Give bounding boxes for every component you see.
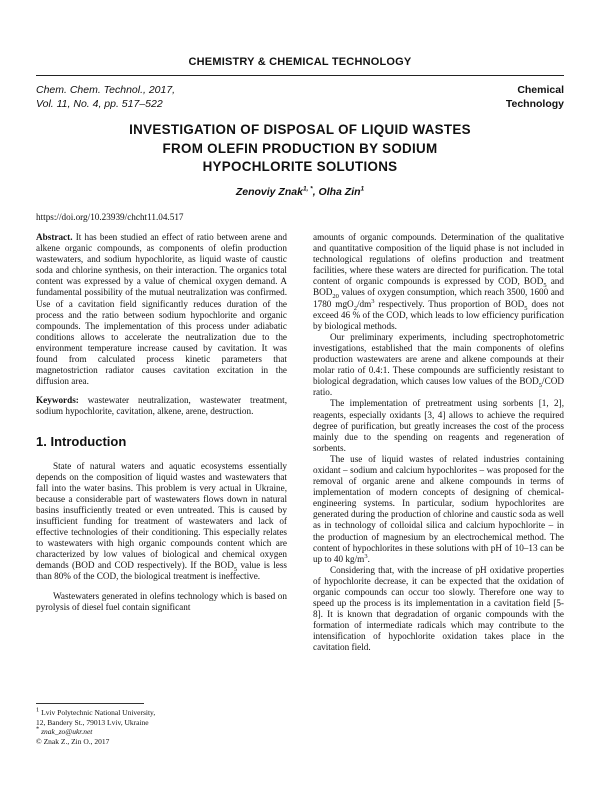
intro-paragraph-2: Wastewaters generated in olefins technology which is based on pyrolysis of diesel fuel contain significant: [36, 590, 287, 612]
footnote-copyright: © Znak Z., Zin O., 2017: [36, 736, 110, 746]
r2-text-b: /COD ratio.: [313, 376, 564, 398]
r4-sup: 3: [364, 552, 368, 560]
r1-sub-3: 2: [353, 304, 357, 312]
right-paragraph-5: Considering that, with the increase of pH oxidative properties of hypochlorite decrease, it can be expected that the oxidation of organic compounds can occur too slowly. Therefore one way to speed up the process is its implementation in a cavitation field [5-8]. It is known that degradation of organic compounds with the formation of intermediate radicals which may contribute to the intensification of hypochlorite oxidation takes place in the cavitation field.: [313, 564, 564, 653]
right-paragraph-1: [313, 232, 564, 332]
authors: [0, 186, 600, 198]
abstract-label: Abstract.: [36, 232, 73, 242]
author-2: Olha Zin: [318, 186, 361, 198]
r1-sub-2: 20: [332, 293, 339, 301]
right-paragraph-2: [313, 332, 564, 399]
header-rule: [36, 75, 564, 76]
citation: [36, 83, 175, 111]
r1-text-a: amounts of organic compounds. Determination of the qualitative and quantitative composition of the liquid phase is not included in technological regulations of olefins production and treatment facilities, where these waters are directed for purification. The total content of organic compounds is expressed by COD, BOD: [313, 232, 564, 287]
section-label: [506, 83, 564, 111]
citation-line-2: Vol. 11, No. 4, pp. 517–522: [36, 98, 163, 110]
right-paragraph-4: [313, 454, 564, 565]
left-column: [36, 232, 287, 613]
right-column: [313, 232, 564, 654]
author-1: Zenoviy Znak: [235, 186, 303, 198]
r1-text-b: and BOD: [313, 276, 564, 298]
r1-text-f: does not exceed 46 % of the COD, which leads to low efficiency purification by biological methods.: [313, 298, 564, 331]
journal-header: CHEMISTRY & CHEMICAL TECHNOLOGY: [188, 56, 412, 68]
citation-line-1: Chem. Chem. Technol., 2017,: [36, 84, 176, 96]
author-1-affiliation: 1, *: [302, 185, 313, 193]
keywords: [36, 395, 287, 417]
doi-link[interactable]: https://doi.org/10.23939/chcht11.04.517: [36, 212, 184, 222]
author-2-affiliation: 1: [360, 185, 365, 193]
footnote-affiliation: [36, 708, 287, 718]
keywords-text: wastewater neutralization, wastewater treatment, sodium hypochlorite, cavitation, alkene, arene, destruction.: [36, 395, 287, 417]
title-line-3: HYPOCHLORITE SOLUTIONS: [202, 159, 398, 174]
r1-text-c: values of oxygen consumption, which reach 3500, 1600 and 1780 mgO: [313, 287, 564, 309]
r1-text-e: respectively. Thus proportion of BOD: [374, 298, 525, 309]
article-title: [60, 121, 540, 177]
title-line-1: INVESTIGATION OF DISPOSAL OF LIQUID WASTES: [129, 122, 471, 137]
r1-sup: 3: [371, 297, 375, 305]
section-label-line-2: Technology: [505, 98, 564, 110]
section-heading-introduction: 1. Introduction: [36, 433, 127, 449]
footnote-1-line-1: Lviv Polytechnic National University,: [39, 708, 156, 717]
author-separator: ,: [312, 186, 319, 198]
r4-text-a: The use of liquid wastes of related industries containing oxidant – sodium and calcium hypochlorites – was proposed for the removal of organic arene and alkene compounds in terms of implementation of modern concepts of designing of chemical-engineering systems. In particular, sodium hypochlorites are generated during the production of chlorine and caustic soda as well as in technology of colloidal silica and calcium hypochlorite – in the production of magnesium by an electrochemical method. The content of hypochlorites in these solutions with pH of 10–13 can be up to 40 kg/m: [313, 453, 564, 564]
r1-sub-4: 5: [524, 304, 528, 312]
intro-p1-text-b: value is less than 80% of the COD, the biological treatment is ineffective.: [36, 560, 288, 582]
right-paragraph-3: The implementation of pretreatment using sorbents [1, 2], reagents, especially oxidants [3, 4] allows to achieve the required degree of purification, but greatly increases the cost of the process mainly due to the spending on reagents and regeneration of sorbents.: [313, 398, 564, 453]
footnote-1-mark: 1: [36, 706, 40, 714]
keywords-label: Keywords:: [36, 395, 79, 406]
intro-p1-text-a: State of natural waters and aquatic ecosystems essentially depends on the composition of liquid wastes and wastewaters that fall into the water basins. This problem is very actual in Ukraine, because a considerable part of wastewaters flows down in natural basins insufficiently treated or even untreated. This is caused by insufficient funding for treatment of wastewaters and lack of effective technologies of their conditioning. This especially relates to wastewaters with high organic compounds content which are characterized by low values of biological and chemical oxygen demands (BOD and COD respectively). If the BOD: [36, 460, 287, 571]
footnote-email-text[interactable]: znak_zo@ukr.net: [39, 727, 93, 737]
footnote-2-mark: *: [36, 725, 40, 733]
footnote-rule: [36, 703, 144, 704]
abstract: [36, 232, 287, 387]
footnotes: [36, 708, 287, 746]
section-label-line-1: Chemical: [517, 84, 564, 96]
r2-sub: 5: [538, 382, 543, 390]
footnote-address: 12, Bandery St., 79013 Lviv, Ukraine: [36, 717, 149, 727]
abstract-text: It has been studied an effect of ratio between arene and alkene organic compounds, as components of olefin production wastewaters, and sodium hypochlorite, as liquid waste of caustic soda and chlorine synthesis, on their interaction. The organics total content was expressed by a value of chemical oxygen demand. A fundamental possibility of the mutual neutralization was confirmed. Use of a cavitation field significantly reduces duration of the process and the ratio between sodium hypochlorite and organic compounds. The implementation of this process under adiabatic conditions allows to accelerate the neutralization due to the environment temperature increase caused by cavitation. It was found from calculated process kinetic parameters that magnetostriction radiator causes cavitation excitation in the diffusion area.: [36, 232, 287, 387]
title-line-2: FROM OLEFIN PRODUCTION BY SODIUM: [162, 140, 438, 156]
footnote-email: [36, 727, 287, 737]
intro-paragraph-1: [36, 461, 287, 583]
r1-text-d: /dm: [356, 298, 372, 309]
r4-text-b: .: [367, 553, 370, 564]
r2-text-a: Our preliminary experiments, including spectrophotometric investigations, established that the main components of olefins production wastewaters are arene and alkene compounds at their molar ratio of 0.4:1. These compounds are sufficiently resistant to biological degradation, which causes low values of the BOD: [313, 331, 564, 387]
r1-sub-1: 5: [543, 282, 547, 290]
intro-p1-sub: 5: [233, 566, 238, 574]
